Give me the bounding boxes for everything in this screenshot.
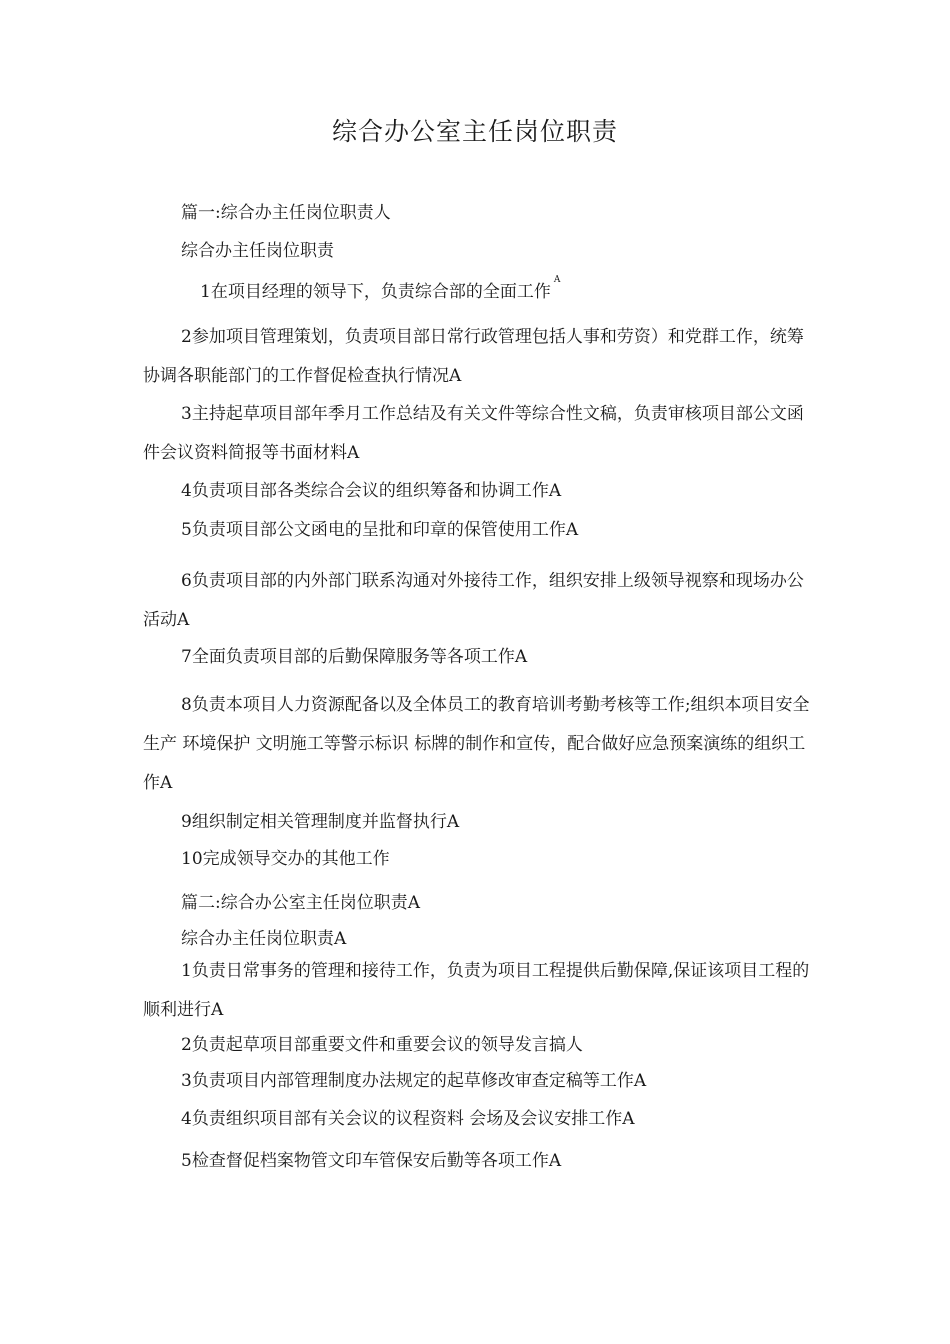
part1-item-8: 8负责本项目人力资源配备以及全体员工的教育培训考勤考核等工作;组织本项目安全生产 环境保护 文明施工等警示标识 标牌的制作和宣传，配合做好应急预案演练的组织工作A (143, 695, 810, 793)
part2-item-2: 2负责起草项目部重要文件和重要会议的领导发言搞人 (181, 1035, 583, 1055)
part2-item-5: 5检查督促档案物管文印车管保安后勤等各项工作A (181, 1151, 562, 1171)
superscript-mark: A (553, 275, 561, 285)
part1-item-5: 5负责项目部公文函电的呈批和印章的保管使用工作A (181, 520, 579, 540)
part1-item-6: 6负责项目部的内外部门联系沟通对外接待工作，组织安排上级领导视察和现场办公活动A (143, 571, 804, 630)
part1-item-3: 3主持起草项目部年季月工作总结及有关文件等综合性文稿，负责审核项目部公文函件会议资料简报等书面材料A (143, 404, 804, 463)
part1-item-7: 7全面负责项目部的后勤保障服务等各项工作A (181, 647, 528, 667)
part1-item-1 (200, 277, 560, 302)
part1-item-9: 9组织制定相关管理制度并监督执行A (181, 812, 460, 832)
part2-item-4: 4负责组织项目部有关会议的议程资料 会场及会议安排工作A (181, 1109, 635, 1129)
document-title: 综合办公室主任岗位职责 (331, 117, 618, 146)
part2-item-1: 1负责日常事务的管理和接待工作，负责为项目工程提供后勤保障,保证该项目工程的顺利进行A (143, 961, 810, 1020)
part1-item-2: 2参加项目管理策划，负责项目部日常行政管理包括人事和劳资）和党群工作，统筹协调各职能部门的工作督促检查执行情况A (143, 327, 804, 386)
part1-subheading: 综合办主任岗位职责 (181, 241, 334, 261)
part1-heading: 篇一:综合办主任岗位职责人 (181, 203, 391, 223)
part2-subheading: 综合办主任岗位职责A (181, 929, 347, 949)
part2-item-3: 3负责项目内部管理制度办法规定的起草修改审查定稿等工作A (181, 1071, 647, 1091)
part2-heading: 篇二:综合办公室主任岗位职责A (181, 893, 421, 913)
part1-item-4: 4负责项目部各类综合会议的组织筹备和协调工作A (181, 481, 562, 501)
item-text: 1在项目经理的领导下，负责综合部的全面工作 (200, 282, 551, 302)
part1-item-10: 10完成领导交办的其他工作 (181, 849, 390, 869)
